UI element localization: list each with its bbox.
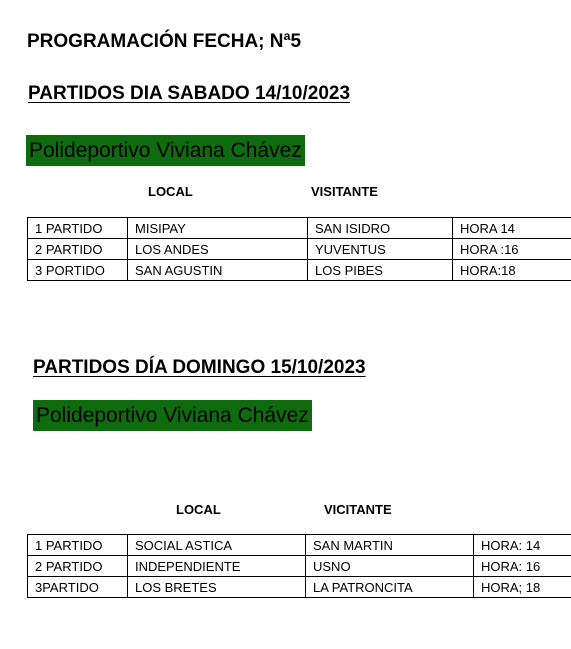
match-time: HORA; 18 xyxy=(474,577,571,598)
sunday-venue: Polideportivo Viviana Chávez xyxy=(33,400,312,431)
match-time: HORA: 14 xyxy=(474,535,571,556)
table-row xyxy=(28,577,571,598)
sunday-match-table xyxy=(27,534,571,598)
sunday-local-label: LOCAL xyxy=(176,502,221,517)
visitor-team: USNO xyxy=(306,556,474,577)
saturday-local-label: LOCAL xyxy=(148,184,193,199)
table-row xyxy=(28,556,571,577)
match-time: HORA 14 xyxy=(453,218,571,239)
local-team: SOCIAL ASTICA xyxy=(128,535,306,556)
local-team: SAN AGUSTIN xyxy=(128,260,308,281)
saturday-match-table xyxy=(27,217,571,281)
sunday-heading: PARTIDOS DÍA DOMINGO 15/10/2023 xyxy=(33,357,366,378)
match-time: HORA :16 xyxy=(453,239,571,260)
saturday-visitor-label: VISITANTE xyxy=(311,184,378,199)
visitor-team: SAN ISIDRO xyxy=(308,218,453,239)
saturday-heading: PARTIDOS DIA SABADO 14/10/2023 xyxy=(28,83,351,104)
match-number: 2 PARTIDO xyxy=(28,239,128,260)
local-team: LOS BRETES xyxy=(128,577,306,598)
visitor-team: YUVENTUS xyxy=(308,239,453,260)
table-row xyxy=(28,218,571,239)
match-number: 1 PARTIDO xyxy=(28,535,128,556)
match-time: HORA:18 xyxy=(453,260,571,281)
document-title: PROGRAMACIÓN FECHA; Nª5 xyxy=(27,31,302,52)
visitor-team: LOS PIBES xyxy=(308,260,453,281)
visitor-team: SAN MARTIN xyxy=(306,535,474,556)
sunday-visitor-label: VICITANTE xyxy=(324,502,392,517)
table-row xyxy=(28,239,571,260)
table-row xyxy=(28,260,571,281)
match-number: 2 PARTIDO xyxy=(28,556,128,577)
table-row xyxy=(28,535,571,556)
match-number: 3 PORTIDO xyxy=(28,260,128,281)
match-time: HORA: 16 xyxy=(474,556,571,577)
local-team: INDEPENDIENTE xyxy=(128,556,306,577)
match-number: 1 PARTIDO xyxy=(28,218,128,239)
local-team: MISIPAY xyxy=(128,218,308,239)
visitor-team: LA PATRONCITA xyxy=(306,577,474,598)
match-number: 3PARTIDO xyxy=(28,577,128,598)
saturday-venue: Polideportivo Viviana Chávez xyxy=(26,135,305,166)
local-team: LOS ANDES xyxy=(128,239,308,260)
